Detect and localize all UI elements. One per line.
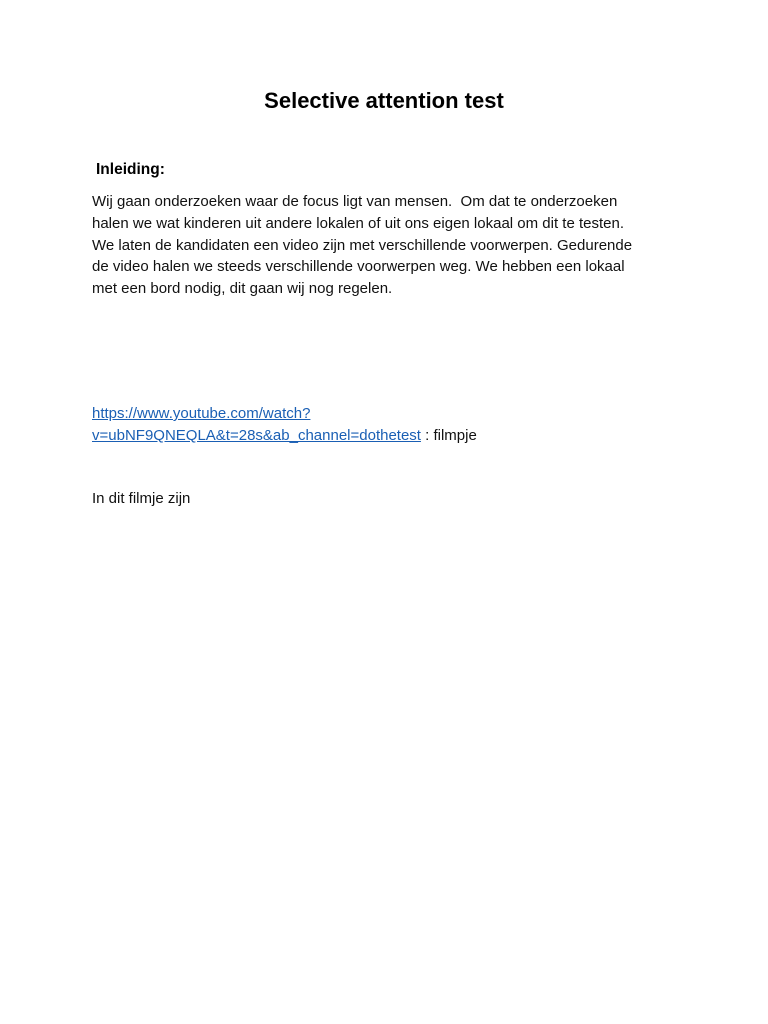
- intro-line: We laten de kandidaten een video zijn met verschillende voorwerpen. Gedurende: [92, 236, 633, 254]
- outro-text: In dit filmje zijn: [92, 490, 191, 507]
- video-link-row: [92, 403, 682, 425]
- video-link-part-1[interactable]: https://www.youtube.com/watch?: [92, 405, 311, 422]
- video-link-part-2[interactable]: v=ubNF9QNEQLA&t=28s&ab_channel=dothetest: [92, 426, 421, 444]
- intro-line: de video halen we steeds verschillende voorwerpen weg. We hebben een lokaal: [92, 258, 625, 276]
- video-link-row: [92, 425, 682, 447]
- video-link-paragraph: [92, 403, 682, 447]
- document-title: Selective attention test: [264, 88, 504, 113]
- intro-line: halen we wat kinderen uit andere lokalen of uit ons eigen lokaal om dit te testen.: [92, 214, 625, 232]
- intro-paragraph: [92, 191, 682, 300]
- intro-line: Wij gaan onderzoeken waar de focus ligt van mensen. Om dat te onderzoeken: [92, 193, 618, 210]
- section-heading: Inleiding:: [96, 161, 165, 178]
- intro-line: met een bord nodig, dit gaan wij nog regelen.: [92, 280, 393, 298]
- video-link-suffix: : filmpje: [420, 426, 477, 444]
